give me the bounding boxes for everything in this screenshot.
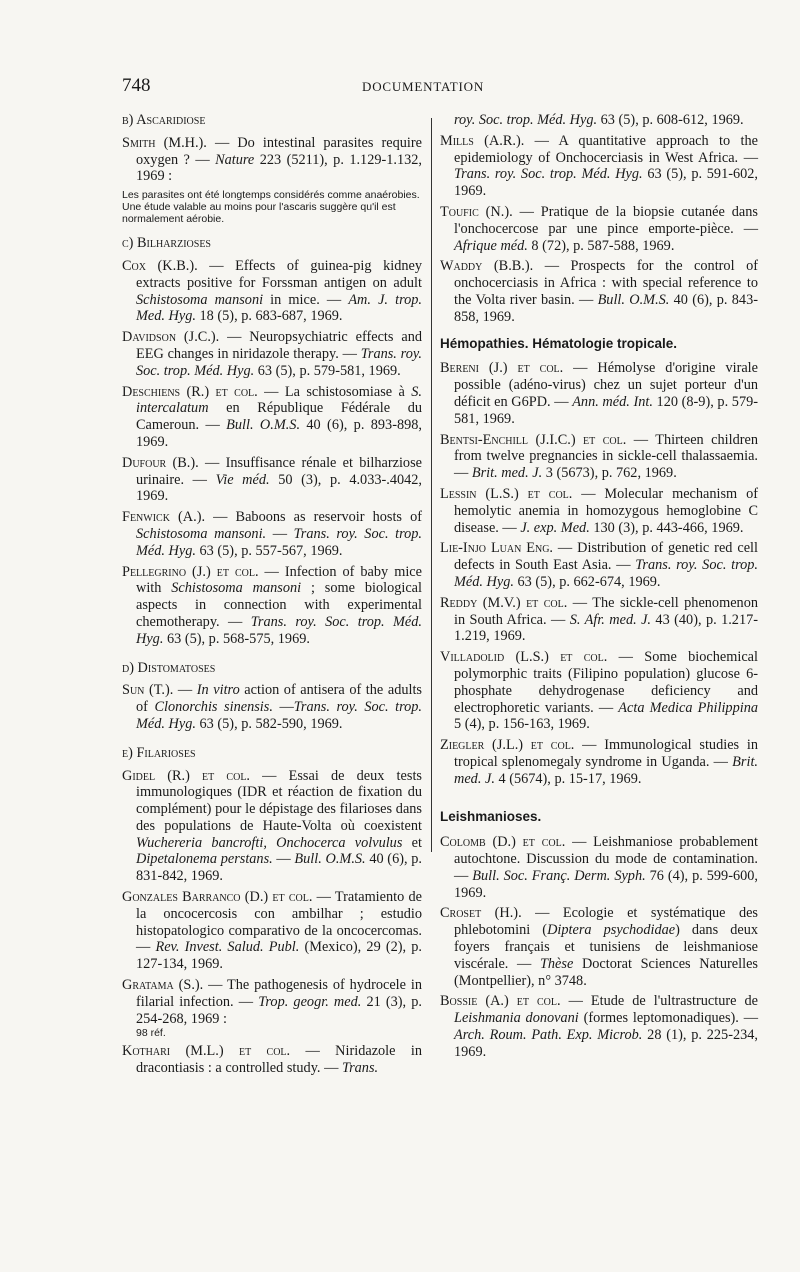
reference-entry: Waddy (B.B.). — Prospects for the control of onchocerciasis in Africa : with special reference to the Volta river basin. — Bull. O.M.S. 40 (6), p. 843-858, 1969. xyxy=(440,258,758,325)
annotation-note: Les parasites ont été longtemps considérés comme anaérobies. Une étude valable au moins pour l'ascaris suggère qu'il est normalement aérobie. xyxy=(122,189,420,226)
reference-entry: Gratama (S.). — The pathogenesis of hydrocele in filarial infection. — Trop. geogr. med. 21 (3), p. 254-268, 1969 : xyxy=(122,977,422,1027)
page-number: 748 xyxy=(122,75,151,96)
right-column xyxy=(440,112,758,1065)
reference-entry: Gonzales Barranco (D.) et col. — Tratamiento de la oncocercosis con ambilhar ; estudio histopatologico comparativo de la oncocercomas. — Rev. Invest. Salud. Publ. (Mexico), 29 (2), p. 127-134, 1969. xyxy=(122,889,423,973)
reference-entry: Bossie (A.) et col. — Etude de l'ultrastructure de Leishmania donovani (formes leptomonadiques). — Arch. Roum. Path. Exp. Microb. 28 (1), p. 225-234, 1969. xyxy=(440,993,758,1060)
reference-entry: Colomb (D.) et col. — Leishmaniose probablement autochtone. Discussion du mode de contamination. — Bull. Soc. Franç. Derm. Syph. 76 (4), p. 599-600, 1969. xyxy=(440,834,758,901)
reference-entry: Sun (T.). — In vitro action of antisera of the adults of Clonorchis sinensis. —Trans. roy. Soc. trop. Méd. Hyg. 63 (5), p. 582-590, 1969. xyxy=(122,682,422,732)
reference-entry: Fenwick (A.). — Baboons as reservoir hosts of Schistosoma mansoni. — Trans. roy. Soc. trop. Méd. Hyg. 63 (5), p. 557-567, 1969. xyxy=(122,509,422,559)
section-heading: Leishmanioses. xyxy=(440,809,542,825)
reference-entry: Smith (M.H.). — Do intestinal parasites require oxygen ? — Nature 223 (5211), p. 1.129-1.132, 1969 : xyxy=(122,134,423,185)
reference-entry: Lessin (L.S.) et col. — Molecular mechanism of hemolytic anemia in homozygous hemoglobine C disease. — J. exp. Med. 130 (3), p. 443-466, 1969. xyxy=(440,485,758,536)
section-heading: e) Filarioses xyxy=(122,744,196,761)
reference-entry: Reddy (M.V.) et col. — The sickle-cell phenomenon in South Africa. — S. Afr. med. J. 43 (40), p. 1.217-1.219, 1969. xyxy=(440,594,759,645)
page-header xyxy=(122,75,672,99)
reference-entry: Davidson (J.C.). — Neuropsychiatric effects and EEG changes in niridazole therapy. — Trans. roy. Soc. trop. Méd. Hyg. 63 (5), p. 579-581, 1969. xyxy=(122,329,422,379)
section-heading: c) Bilharzioses xyxy=(122,235,211,252)
reference-entry: Mills (A.R.). — A quantitative approach to the epidemiology of Onchocerciasis in West Africa. — Trans. roy. Soc. trop. Méd. Hyg. 63 (5), p. 591-602, 1969. xyxy=(440,132,758,200)
reference-entry: Villadolid (L.S.) et col. — Some biochemical polymorphic traits (Filipino population) glucose 6-phosphate dehydrogenase deficiency and electrophoretic variants. — Acta Medica Philippina 5 (4), p. 156-163, 1969. xyxy=(440,649,758,733)
left-column xyxy=(122,112,422,1081)
reference-entry: Ziegler (J.L.) et col. — Immunological studies in tropical splenomegaly syndrome in Uganda. — Brit. med. J. 4 (5674), p. 15-17, 1969. xyxy=(440,737,759,787)
reference-entry: Toufic (N.). — Pratique de la biopsie cutanée dans l'onchocercose par une pince emporte-pièce. — Afrique méd. 8 (72), p. 587-588, 1969. xyxy=(440,203,758,254)
running-title: DOCUMENTATION xyxy=(362,79,485,94)
section-heading: Hémopathies. Hématologie tropicale. xyxy=(440,335,678,351)
reference-entry: Cox (K.B.). — Effects of guinea-pig kidney extracts positive for Forssman antigen on adult Schistosoma mansoni in mice. — Am. J. trop. Med. Hyg. 18 (5), p. 683-687, 1969. xyxy=(122,257,422,325)
reference-entry-continued: roy. Soc. trop. Méd. Hyg. 63 (5), p. 608-612, 1969. xyxy=(454,112,744,128)
section-heading: b) Ascaridiose xyxy=(122,112,206,128)
reference-entry: Deschiens (R.) et col. — La schistosomiase à S. intercalatum en République Fédérale du Cameroun. — Bull. O.M.S. 40 (6), p. 893-898, 1969. xyxy=(122,383,422,450)
reference-entry: Bentsi-Enchill (J.I.C.) et col. — Thirteen children from twelve pregnancies in sickle-cell thalassaemia. — Brit. med. J. 3 (5673), p. 762, 1969. xyxy=(440,431,759,482)
reference-entry: Kothari (M.L.) et col. — Niridazole in dracontiasis : a controlled study. — Trans. xyxy=(122,1043,422,1077)
column-divider xyxy=(431,118,432,852)
reference-entry: Lie-Injo Luan Eng. — Distribution of genetic red cell defects in South East Asia. — Trans. roy. Soc. trop. Méd. Hyg. 63 (5), p. 662-674, 1969. xyxy=(440,540,758,590)
section-heading: d) Distomatoses xyxy=(122,659,216,676)
reference-entry: Pellegrino (J.) et col. — Infection of baby mice with Schistosoma mansoni ; some biological aspects in connection with experimental chemotherapy. — Trans. roy. Soc. trop. Méd. Hyg. 63 (5), p. 568-575, 1969. xyxy=(122,563,423,647)
reference-entry: Croset (H.). — Ecologie et systématique des phlebotomini (Diptera psychodidae) dans deux foyers français et tunisiens de leishmaniose viscérale. — Thèse Doctorat Sciences Naturelles (Montpellier), n° 3748. xyxy=(440,905,759,989)
annotation-note: 98 réf. xyxy=(136,1027,166,1040)
reference-entry: Bereni (J.) et col. — Hémolyse d'origine virale possible (adéno-virus) chez un sujet porteur d'un déficit en G6PD. — Ann. méd. Int. 120 (8-9), p. 579-581, 1969. xyxy=(440,360,758,427)
reference-entry: Dufour (B.). — Insuffisance rénale et bilharziose urinaire. — Vie méd. 50 (3), p. 4.033-.4042, 1969. xyxy=(122,454,423,505)
reference-entry: Gidel (R.) et col. — Essai de deux tests immunologiques (IDR et réaction de fixation du complément) pour le dépistage des filarioses dans des populations de Haute-Volta où coexistent Wuchereria bancrofti, Onchocerca volvulus et Dipetalonema perstans. — Bull. O.M.S. 40 (6), p. 831-842, 1969. xyxy=(122,767,422,885)
